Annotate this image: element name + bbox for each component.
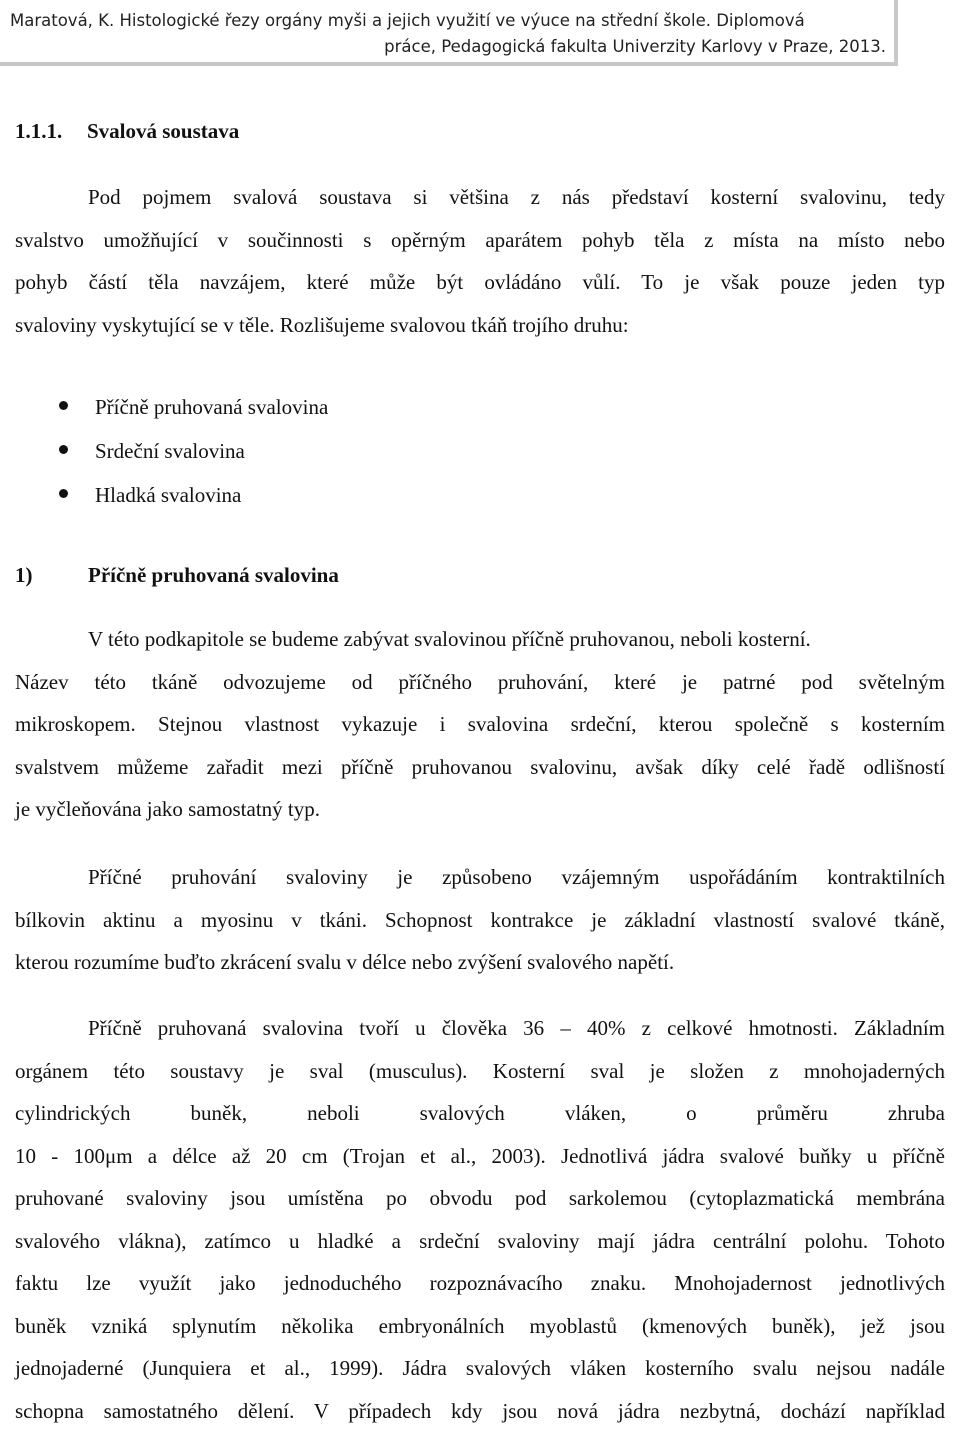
list-item: [15, 385, 915, 429]
list-item-label: Příčně pruhovaná svalovina: [95, 395, 328, 419]
paragraph-line: orgánem této soustavy je sval (musculus). Kosterní sval je složen z mnohojaderných: [15, 1050, 945, 1093]
intro-paragraph: [15, 176, 945, 346]
intro-line: pohyb částí těla navzájem, které může být ovládáno vůlí. To je však pouze jeden typ: [15, 261, 945, 304]
citation-line-1: Maratová, K. Histologické řezy orgány myši a jejich využití ve výuce na střední škole. Diplomová: [10, 8, 886, 34]
intro-line: Pod pojmem svalová soustava si většina z nás představí kosterní svalovinu, tedy: [88, 185, 945, 209]
paragraph-line: cylindrických buněk, neboli svalových vláken, o průměru zhruba: [15, 1092, 945, 1135]
section-title: Svalová soustava: [87, 119, 239, 143]
section-heading: [15, 113, 239, 149]
paragraph-line: pruhované svaloviny jsou umístěna po obvodu pod sarkolemou (cytoplazmatická membrána: [15, 1177, 945, 1220]
paragraph-line: jednojaderné (Junquiera et al., 1999). Jádra svalových vláken kosterního svalu nejsou nadále: [15, 1347, 945, 1390]
paragraph-line: svalstvem můžeme zařadit mezi příčně pruhovanou svalovinu, avšak díky celé řadě odlišností: [15, 746, 945, 789]
paragraph-line: 10 - 100μm a délce až 20 cm (Trojan et al., 2003). Jednotlivá jádra svalové buňky u příčně: [15, 1135, 945, 1178]
bullet-list: [15, 385, 915, 517]
paragraph-line: Příčné pruhování svaloviny je způsobeno vzájemným uspořádáním kontraktilních: [88, 865, 945, 889]
section-number: 1.1.1.: [15, 113, 87, 149]
subsection-title: Příčně pruhovaná svalovina: [88, 563, 339, 587]
paragraph-2: [15, 856, 945, 984]
intro-line: svaloviny vyskytující se v těle. Rozlišujeme svalovou tkáň trojího druhu:: [15, 304, 945, 347]
paragraph-line: faktu lze využít jako jednoduchého rozpoznávacího znaku. Mnohojadernost jednotlivých: [15, 1262, 945, 1305]
list-item: [15, 473, 915, 517]
subsection-heading: [15, 555, 339, 595]
paragraph-line: V této podkapitole se budeme zabývat svalovinou příčně pruhovanou, neboli kosterní.: [88, 627, 811, 651]
list-item-label: Srdeční svalovina: [95, 439, 245, 463]
paragraph-1: [15, 618, 945, 831]
citation-line-2: práce, Pedagogická fakulta Univerzity Karlovy v Praze, 2013.: [10, 34, 886, 60]
paragraph-line: mikroskopem. Stejnou vlastnost vykazuje i svalovina srdeční, kterou společně s kosterním: [15, 703, 945, 746]
bullet-icon: [59, 489, 68, 498]
subsection-number: 1): [15, 555, 88, 595]
citation-header: [0, 0, 898, 66]
paragraph-line: svalového vlákna), zatímco u hladké a srdeční svaloviny mají jádra centrální polohu. Tohoto: [15, 1220, 945, 1263]
paragraph-line: Příčně pruhovaná svalovina tvoří u člověka 36 – 40% z celkové hmotnosti. Základním: [88, 1016, 945, 1040]
paragraph-line: je vyčleňována jako samostatný typ.: [15, 788, 945, 831]
list-item: [15, 429, 915, 473]
paragraph-line: kterou rozumíme buďto zkrácení svalu v délce nebo zvýšení svalového napětí.: [15, 941, 945, 984]
paragraph-3: [15, 1007, 945, 1432]
paragraph-line: bílkovin aktinu a myosinu v tkáni. Schopnost kontrakce je základní vlastností svalové tkáně,: [15, 899, 945, 942]
bullet-icon: [59, 401, 68, 410]
paragraph-line: schopna samostatného dělení. V případech kdy jsou nová jádra nezbytná, dochází například: [15, 1390, 945, 1432]
bullet-icon: [59, 445, 68, 454]
intro-line: svalstvo umožňující v součinnosti s opěrným aparátem pohyb těla z místa na místo nebo: [15, 219, 945, 262]
paragraph-line: Název této tkáně odvozujeme od příčného pruhování, které je patrné pod světelným: [15, 661, 945, 704]
paragraph-line: buněk vzniká splynutím několika embryonálních myoblastů (kmenových buněk), jež jsou: [15, 1305, 945, 1348]
list-item-label: Hladká svalovina: [95, 483, 241, 507]
